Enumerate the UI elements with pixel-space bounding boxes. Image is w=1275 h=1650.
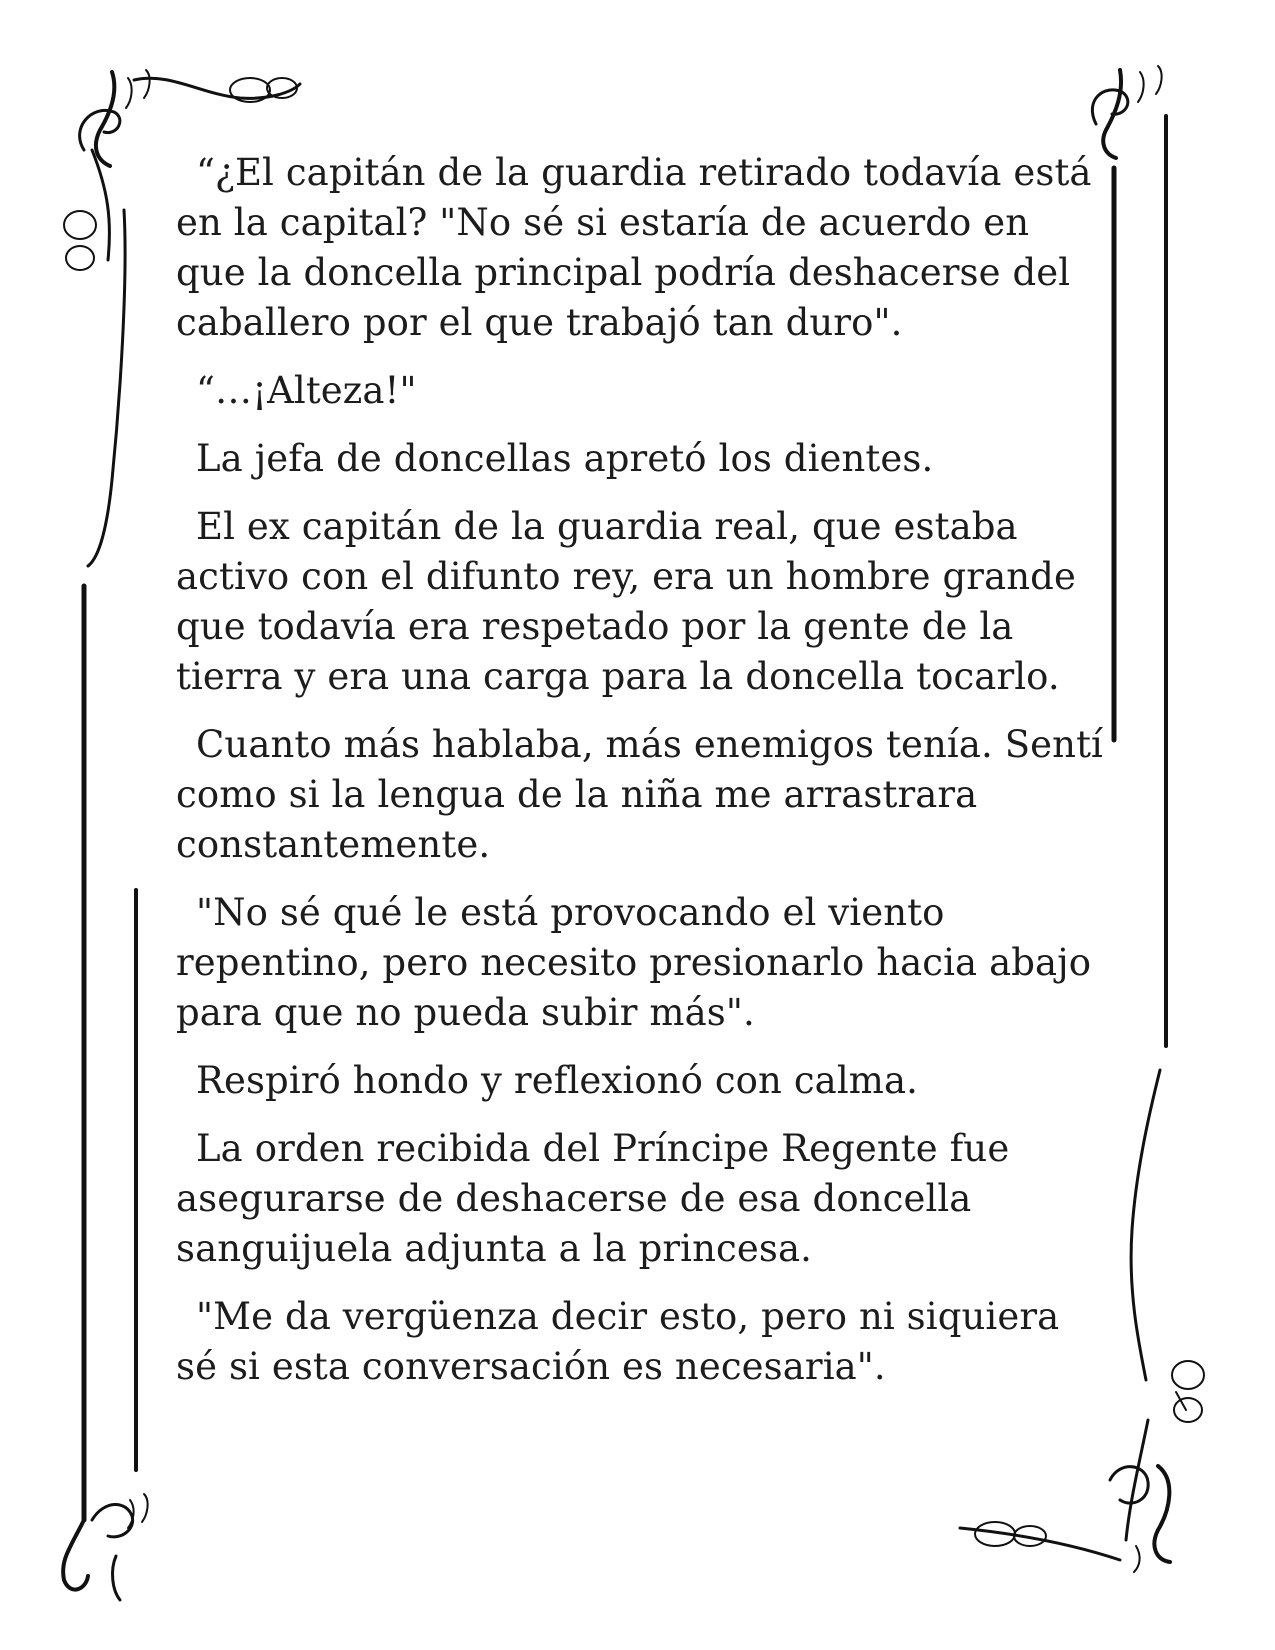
- paragraph-3: La jefa de doncellas apretó los dientes.: [196, 437, 934, 480]
- flourish-bottom-left: [63, 1494, 148, 1600]
- paragraph-9: "Me da vergüenza decir esto, pero ni siquiera sé si esta conversación es necesaria".: [176, 1295, 1060, 1388]
- paragraph-4: El ex capitán de la guardia real, que estaba activo con el difunto rey, era un hombre grande que todavía era respetado por la gente de la tierra y era una carga para la doncella tocarlo.: [176, 505, 1076, 698]
- flourish-top-right: [1092, 66, 1161, 158]
- story-text-page: [176, 148, 1106, 1410]
- paragraph-7: Respiró hondo y reflexionó con calma.: [196, 1059, 918, 1102]
- paragraph-2: “…¡Alteza!": [196, 369, 417, 412]
- paragraph-6: "No sé qué le está provocando el viento repentino, pero necesito presionarlo hacia abajo para que no pueda subir más".: [176, 891, 1092, 1034]
- paragraph-8: La orden recibida del Príncipe Regente fue asegurarse de deshacerse de esa doncella sanguijuela adjunta a la princesa.: [176, 1127, 1010, 1270]
- paragraph-1: “¿El capitán de la guardia retirado todavía está en la capital? "No sé si estaría de acuerdo en que la doncella principal podría deshacerse del caballero por el que trabajó tan duro".: [176, 151, 1092, 344]
- paragraph-5: Cuanto más hablaba, más enemigos tenía. Sentí como si la lengua de la niña me arrastrara constantemente.: [176, 723, 1103, 866]
